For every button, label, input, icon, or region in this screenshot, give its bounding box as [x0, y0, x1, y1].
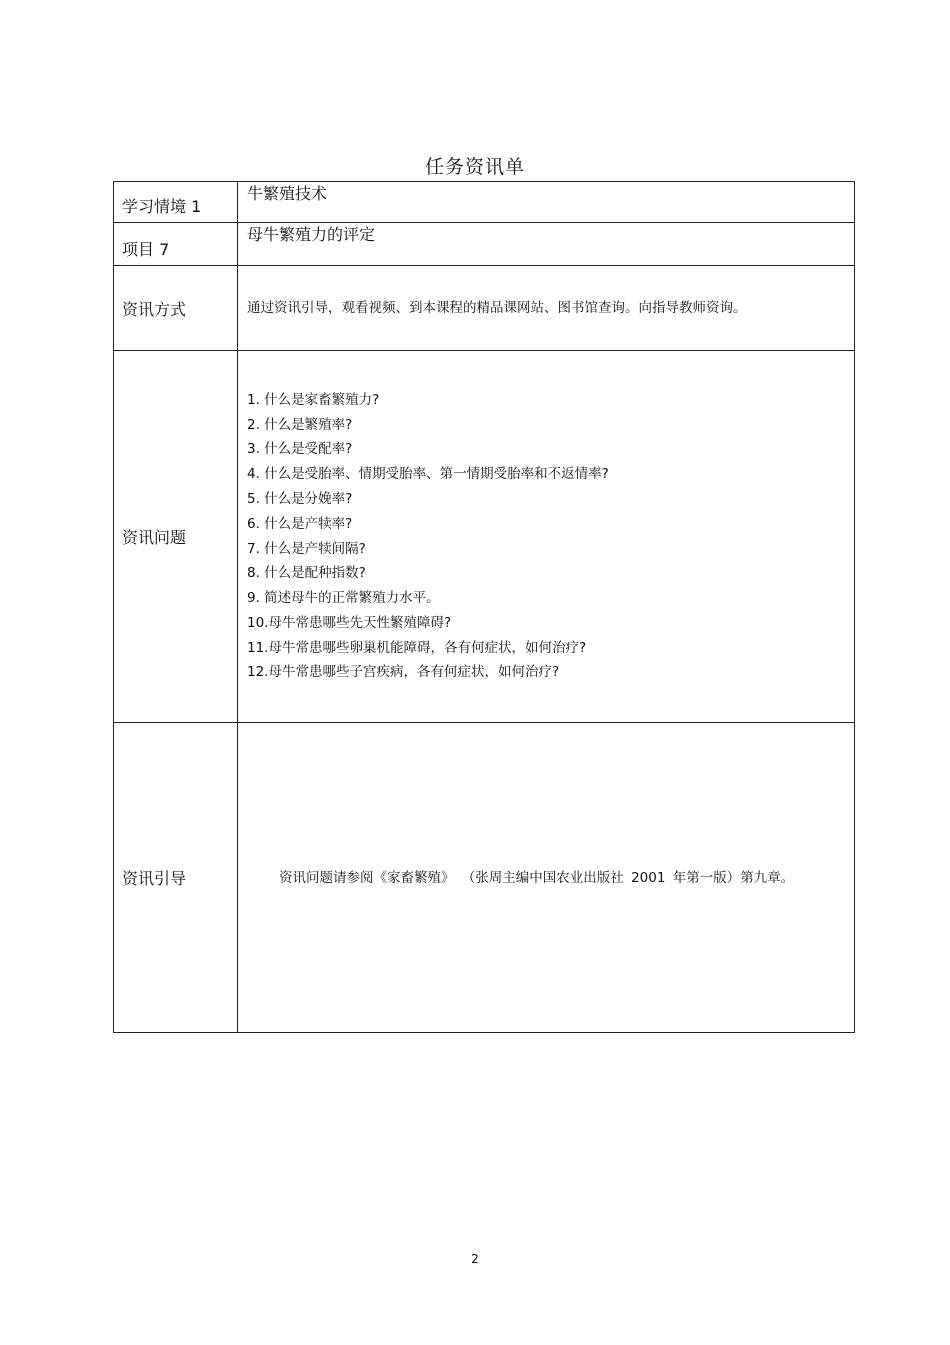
list-item: 8. 什么是配种指数?	[247, 565, 366, 582]
list-item: 4. 什么是受胎率、情期受胎率、第一情期受胎率和不返情率?	[247, 466, 609, 483]
info-table	[113, 181, 855, 1033]
list-item: 2. 什么是繁殖率?	[247, 416, 353, 433]
row-label-method: 资讯方式	[114, 266, 238, 351]
table-row-guide	[114, 723, 855, 1033]
table-row-situation	[114, 182, 855, 223]
list-item: 10.母牛常患哪些先天性繁殖障碍?	[247, 614, 452, 631]
list-item: 5. 什么是分娩率?	[247, 490, 353, 507]
list-item: 3. 什么是受配率?	[247, 441, 353, 458]
row-value-project: 母牛繁殖力的评定	[238, 223, 855, 266]
row-label-project: 项目 7	[114, 223, 238, 266]
guide-text: 资讯问题请参阅《家畜繁殖》 （张周主编中国农业出版社 2001 年第一版）第九章。	[279, 869, 795, 886]
list-item: 9. 简述母牛的正常繁殖力水平。	[247, 590, 440, 607]
question-list	[247, 388, 840, 686]
list-item: 12.母牛常患哪些子宫疾病，各有何症状，如何治疗?	[247, 664, 560, 681]
row-value-method: 通过资讯引导，观看视频、到本课程的精品课网站、图书馆查询。向指导教师资询。	[238, 266, 855, 351]
row-value-questions	[238, 351, 855, 723]
page-number: 2	[471, 1252, 479, 1266]
table-row-method	[114, 266, 855, 351]
list-item: 7. 什么是产犊间隔?	[247, 540, 366, 557]
row-label-questions: 资讯问题	[114, 351, 238, 723]
table-row-questions	[114, 351, 855, 723]
table-row-project	[114, 223, 855, 266]
row-value-situation: 牛繁殖技术	[238, 182, 855, 223]
row-value-guide	[238, 723, 855, 1033]
list-item: 6. 什么是产犊率?	[247, 515, 353, 532]
row-label-situation: 学习情境 1	[114, 182, 238, 223]
row-label-guide: 资讯引导	[114, 723, 238, 1033]
document-title: 任务资讯单	[424, 156, 525, 178]
list-item: 11.母牛常患哪些卵巢机能障碍，各有何症状，如何治疗?	[247, 639, 587, 656]
list-item: 1. 什么是家畜繁殖力?	[247, 391, 380, 408]
